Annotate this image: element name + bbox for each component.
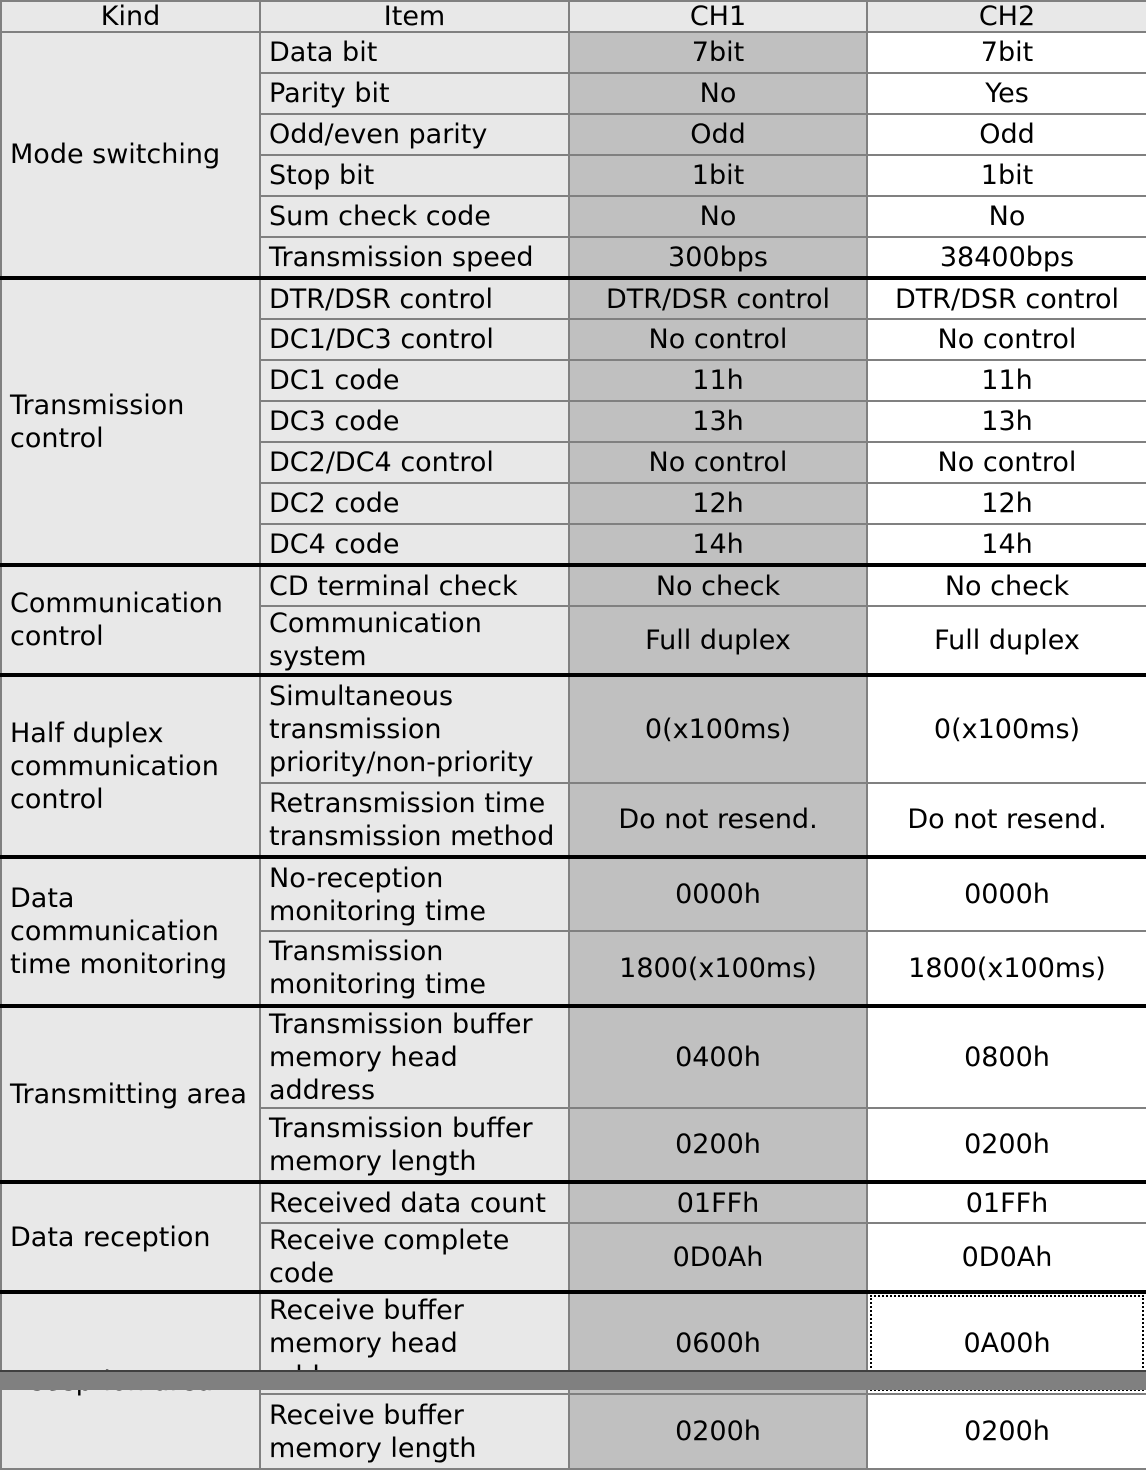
item-cell: Receive buffer memory head xyxy=(260,1292,569,1394)
item-cell: DC2/DC4 control xyxy=(260,442,569,483)
item-cell: No-reception monitoring time xyxy=(260,857,569,931)
ch2-value-cell[interactable]: No xyxy=(867,196,1146,237)
ch2-value-cell[interactable]: 0200h xyxy=(867,1108,1146,1182)
table-row xyxy=(1,857,1146,931)
column-header-item[interactable]: Item xyxy=(260,1,569,32)
ch2-value-cell[interactable]: 7bit xyxy=(867,32,1146,73)
item-cell: Simultaneous transmission priority/non-priority xyxy=(260,675,569,783)
table-row xyxy=(1,278,1146,319)
ch1-value-cell[interactable]: 0D0Ah xyxy=(569,1223,867,1292)
status-bar xyxy=(0,1370,1146,1390)
item-cell: CD terminal check xyxy=(260,565,569,606)
item-cell: DTR/DSR control xyxy=(260,278,569,319)
table-row xyxy=(1,565,1146,606)
ch1-value-cell[interactable]: 01FFh xyxy=(569,1182,867,1223)
item-cell: Stop bit xyxy=(260,155,569,196)
table-row xyxy=(1,32,1146,73)
ch1-value-cell[interactable]: 0000h xyxy=(569,857,867,931)
ch1-value-cell[interactable]: No check xyxy=(569,565,867,606)
column-header-ch1[interactable]: CH1 xyxy=(569,1,867,32)
ch2-value-cell[interactable]: No control xyxy=(867,442,1146,483)
item-cell: Data bit xyxy=(260,32,569,73)
ch2-value-cell[interactable]: Do not resend. xyxy=(867,783,1146,857)
ch1-value-cell[interactable]: 0(x100ms) xyxy=(569,675,867,783)
item-cell: Odd/even parity xyxy=(260,114,569,155)
item-cell: Retransmission time transmission method xyxy=(260,783,569,857)
item-cell: Received data count xyxy=(260,1182,569,1223)
ch1-value-cell[interactable]: 0200h xyxy=(569,1394,867,1469)
item-cell: Communication system xyxy=(260,606,569,675)
item-cell: DC3 code xyxy=(260,401,569,442)
ch1-value-cell[interactable]: 7bit xyxy=(569,32,867,73)
table-row xyxy=(1,675,1146,783)
grid-body xyxy=(1,32,1146,1469)
ch2-value-cell[interactable]: 0D0Ah xyxy=(867,1223,1146,1292)
ch2-value-cell[interactable]: 0(x100ms) xyxy=(867,675,1146,783)
kind-cell: Mode switching xyxy=(1,32,260,278)
column-header-ch2[interactable]: CH2 xyxy=(867,1,1146,32)
ch1-value-cell[interactable]: Do not resend. xyxy=(569,783,867,857)
item-cell: Parity bit xyxy=(260,73,569,114)
ch1-value-cell[interactable]: Odd xyxy=(569,114,867,155)
ch2-value-cell[interactable]: 0200h xyxy=(867,1394,1146,1469)
ch1-value-cell[interactable]: 0400h xyxy=(569,1006,867,1108)
ch1-value-cell[interactable]: Full duplex xyxy=(569,606,867,675)
item-cell: Receive buffer memory length xyxy=(260,1394,569,1469)
ch1-value-cell[interactable]: 1bit xyxy=(569,155,867,196)
ch2-value-cell[interactable]: Yes xyxy=(867,73,1146,114)
ch2-value-cell[interactable]: Odd xyxy=(867,114,1146,155)
ch2-value-cell[interactable]: 13h xyxy=(867,401,1146,442)
item-cell: Transmission monitoring time xyxy=(260,931,569,1006)
kind-cell: Communication control xyxy=(1,565,260,675)
column-header-kind[interactable]: Kind xyxy=(1,1,260,32)
item-cell: Transmission buffer memory length xyxy=(260,1108,569,1182)
ch1-value-cell[interactable]: No xyxy=(569,196,867,237)
ch2-value-cell[interactable]: 1bit xyxy=(867,155,1146,196)
kind-cell: Transmission control xyxy=(1,278,260,565)
ch1-value-cell[interactable]: 14h xyxy=(569,524,867,565)
ch1-value-cell[interactable]: DTR/DSR control xyxy=(569,278,867,319)
kind-cell: Data communication time monitoring xyxy=(1,857,260,1006)
kind-cell: Data reception xyxy=(1,1182,260,1292)
ch2-value-cell[interactable]: 0A00h xyxy=(867,1292,1146,1394)
ch2-value-cell[interactable]: 0000h xyxy=(867,857,1146,931)
ch1-value-cell[interactable]: 11h xyxy=(569,360,867,401)
ch2-value-cell[interactable]: 11h xyxy=(867,360,1146,401)
ch2-value-cell[interactable]: 1800(x100ms) xyxy=(867,931,1146,1006)
kind-cell: Transmitting area xyxy=(1,1006,260,1182)
item-cell: DC1 code xyxy=(260,360,569,401)
ch1-value-cell[interactable]: 0200h xyxy=(569,1108,867,1182)
ch2-value-cell[interactable]: 38400bps xyxy=(867,237,1146,278)
item-cell: Sum check code xyxy=(260,196,569,237)
ch1-value-cell[interactable]: 300bps xyxy=(569,237,867,278)
item-cell: DC2 code xyxy=(260,483,569,524)
ch2-value-cell[interactable]: 14h xyxy=(867,524,1146,565)
ch2-value-cell[interactable]: DTR/DSR control xyxy=(867,278,1146,319)
item-cell: Receive complete code xyxy=(260,1223,569,1292)
ch1-value-cell[interactable]: 0600h xyxy=(569,1292,867,1394)
item-cell: DC4 code xyxy=(260,524,569,565)
ch2-value-cell[interactable]: No check xyxy=(867,565,1146,606)
ch1-value-cell[interactable]: No control xyxy=(569,319,867,360)
ch1-value-cell[interactable]: 12h xyxy=(569,483,867,524)
ch1-value-cell[interactable]: No xyxy=(569,73,867,114)
item-cell: DC1/DC3 control xyxy=(260,319,569,360)
ch2-value-cell[interactable]: 01FFh xyxy=(867,1182,1146,1223)
header-row xyxy=(1,1,1146,32)
kind-cell: Half duplex communication control xyxy=(1,675,260,857)
ch1-value-cell[interactable]: 13h xyxy=(569,401,867,442)
table-row xyxy=(1,1006,1146,1108)
ch1-value-cell[interactable]: 1800(x100ms) xyxy=(569,931,867,1006)
table-row xyxy=(1,1182,1146,1223)
ch1-value-cell[interactable]: No control xyxy=(569,442,867,483)
item-cell: Transmission buffer memory head address xyxy=(260,1006,569,1108)
ch2-value-cell[interactable]: No control xyxy=(867,319,1146,360)
ch2-value-cell[interactable]: Full duplex xyxy=(867,606,1146,675)
item-cell: Transmission speed xyxy=(260,237,569,278)
ch2-value-cell[interactable]: 0800h xyxy=(867,1006,1146,1108)
ch2-value-cell[interactable]: 12h xyxy=(867,483,1146,524)
